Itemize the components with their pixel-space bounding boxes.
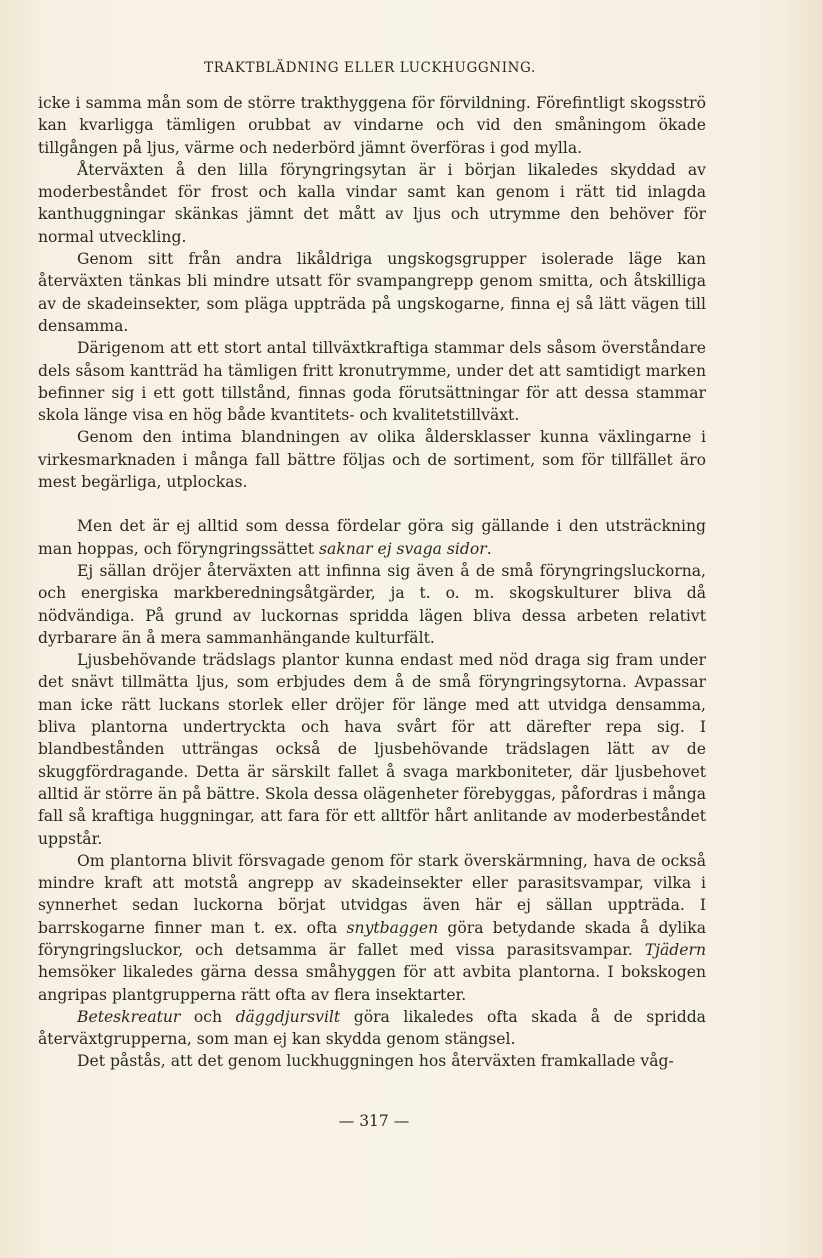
- text-run: göra betydande skada å dylika föryngringsluckor, och detsamma är fallet med vissa parasitsvampar.: [38, 918, 707, 959]
- paragraph-6: [38, 515, 706, 560]
- italic-text: saknar ej svaga sidor: [319, 539, 487, 558]
- italic-text: snytbaggen: [346, 918, 439, 937]
- text-run: .: [486, 539, 492, 558]
- paragraph-1: icke i samma mån som de större trakthyggena för förvildning. Förefintligt skogsströ kan kvarligga tämligen orubbat av vindarne och vid den småningom ökade tillgången på ljus, värme och nederbörd jämnt överföras i god mylla.: [38, 94, 706, 157]
- paragraph-9: [38, 850, 706, 1006]
- body-text: [38, 92, 706, 1073]
- paragraph-10: [38, 1006, 706, 1051]
- text-run: och: [180, 1007, 236, 1026]
- running-header: TRAKTBLÄDNING ELLER LUCKHUGGNING.: [204, 60, 536, 76]
- paragraph-11: Det påstås, att det genom luckhuggningen hos återväxten framkallade våg-: [77, 1052, 674, 1071]
- paragraph-5: Genom den intima blandningen av olika åldersklasser kunna växlingarne i virkesmarknaden i många fall bättre följas och de sortiment, som för tillfället äro mest begärliga, utplockas.: [38, 428, 706, 492]
- italic-text: Tjädern: [644, 940, 706, 959]
- section-gap: [38, 493, 706, 515]
- paragraph-3: Genom sitt från andra likåldriga ungskogsgrupper isolerade läge kan återväxten tänkas bli mindre utsatt för svampangrepp genom smitta, och åtskilliga av de skadeinsekter, som pläga uppträda på ungskogarne, finna ej så lätt vägen till densamma.: [38, 250, 706, 335]
- text-run: hemsöker likaledes gärna dessa småhyggen för att avbita plantorna. I bokskogen angripas plantgrupperna rätt ofta av flera insektarter.: [38, 963, 706, 1004]
- text-run: Om plantorna blivit försvagade genom för stark överskärmning, hava de också mindre kraft att motstå angrepp av skadeinsekter eller parasitsvampar, vilka i synnerhet sedan luckorna börjat utvidgas även här ej sällan uppträda. I barrskogarne finner man t. ex. ofta: [38, 851, 706, 937]
- italic-text: Beteskreatur: [77, 1007, 181, 1026]
- paragraph-4: Därigenom att ett stort antal tillväxtkraftiga stammar dels såsom överståndare dels såsom kantträd ha tämligen fritt kronutrymme, under det att samtidigt marken befinner sig i ett gott tillstånd, finnas goda förutsättningar för att dessa stammar skola länge visa en hög både kvantitets- och kvalitetstillväxt.: [38, 339, 706, 425]
- italic-text: däggdjursvilt: [235, 1007, 341, 1026]
- paragraph-8: Ljusbehövande trädslags plantor kunna endast med nöd draga sig fram under det snävt tillmätta ljus, som erbjudes dem å de små föryngringsytorna. Avpassar man icke rätt luckans storlek eller dröjer för länge med att utvidga densamma, bliva plantorna undertryckta och hava svårt för att därefter repa sig. I blandbestånden utträngas också de ljusbehövande trädslagen lätt av de skuggfördragande. Detta är särskilt fallet å svaga markboniteter, där ljusbehovet alltid är större än på bättre. Skola dessa olägenheter förebyggas, påfordras i många fall så kraftiga huggningar, att fara för ett alltför hårt anlitande av moderbeståndet uppstår.: [38, 651, 706, 848]
- paragraph-7: Ej sällan dröjer återväxten att infinna sig även å de små föryngringsluckorna, och energiska markberedningsåtgärder, ja t. o. m. skogskulturer bliva då nödvändiga. På grund av luckornas spridda lägen bliva dessa arbeten relativt dyrbarare än å mera sammanhängande kulturfält.: [38, 561, 706, 647]
- text-run: göra likaledes ofta skada å de spridda återväxtgrupperna, som man ej kan skydda genom stängsel.: [38, 1007, 706, 1049]
- text-run: Men det är ej alltid som dessa fördelar göra sig gällande i den utsträckning man hoppas, och föryngringssättet: [38, 517, 706, 558]
- page-number: — 317 —: [338, 1112, 410, 1130]
- paragraph-2: Återväxten å den lilla föryngringsytan är i början likaledes skyddad av moderbeståndet för frost och kalla vindar samt kan genom i rätt tid inlagda kanthuggningar skänkas jämnt det mått av ljus och utrymme den behöver för normal utveckling.: [38, 160, 706, 246]
